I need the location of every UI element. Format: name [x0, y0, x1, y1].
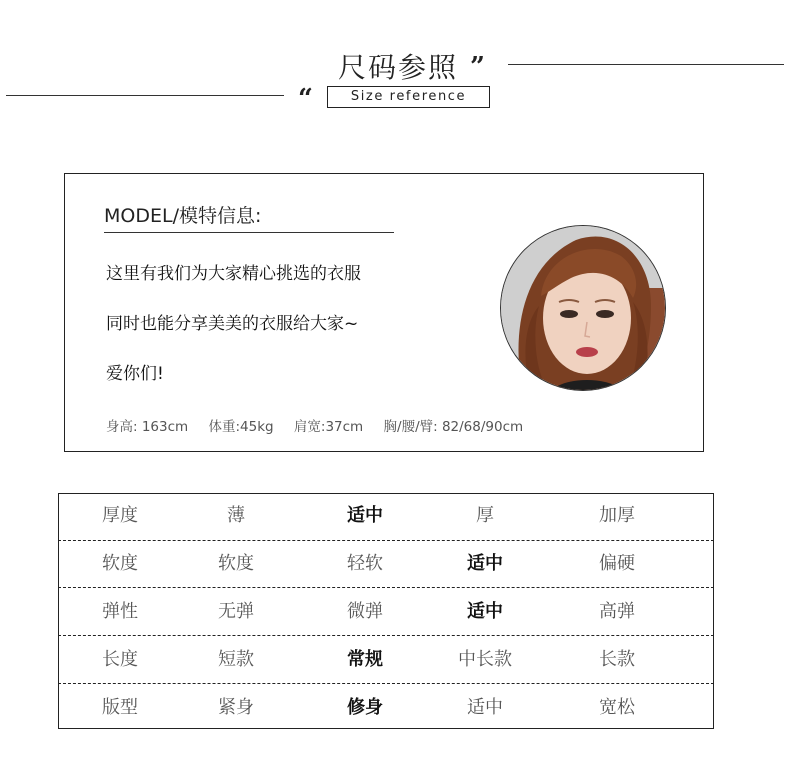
model-line-3: 爱你们!	[106, 364, 164, 384]
table-option: 厚	[476, 505, 494, 526]
table-row-label: 弹性	[102, 601, 138, 622]
row-divider	[58, 587, 714, 588]
model-portrait-icon	[501, 226, 666, 391]
table-option: 轻软	[347, 553, 383, 574]
table-option-selected: 适中	[347, 505, 383, 526]
close-quote-icon: ”	[470, 52, 485, 82]
table-option-selected: 常规	[347, 649, 383, 670]
subtitle-box: Size reference	[327, 86, 490, 108]
row-divider	[58, 683, 714, 684]
table-option: 软度	[218, 553, 254, 574]
model-heading-underline	[104, 232, 394, 233]
table-option: 宽松	[599, 697, 635, 718]
table-option: 适中	[467, 697, 503, 718]
row-divider	[58, 635, 714, 636]
stat-shoulder: 肩宽:37cm	[293, 419, 364, 435]
table-option-selected: 适中	[467, 553, 503, 574]
model-line-1: 这里有我们为大家精心挑选的衣服	[106, 264, 361, 284]
table-option: 短款	[218, 649, 254, 670]
table-option: 加厚	[599, 505, 635, 526]
table-option: 微弹	[347, 601, 383, 622]
model-avatar	[500, 225, 666, 391]
table-option: 无弹	[218, 601, 254, 622]
table-option-selected: 适中	[467, 601, 503, 622]
table-option-selected: 修身	[347, 697, 383, 718]
table-option: 高弹	[599, 601, 635, 622]
header-line-right	[508, 64, 784, 65]
stat-weight: 体重:45kg	[208, 419, 274, 435]
table-option: 偏硬	[599, 553, 635, 574]
model-stats	[106, 415, 539, 435]
table-option: 紧身	[218, 697, 254, 718]
table-row-label: 厚度	[102, 505, 138, 526]
table-row-label: 软度	[102, 553, 138, 574]
page-title: 尺码参照	[338, 51, 459, 84]
header-line-left	[6, 95, 284, 96]
table-row-label: 版型	[102, 697, 138, 718]
model-line-2: 同时也能分享美美的衣服给大家~	[106, 314, 359, 334]
model-heading: MODEL/模特信息:	[104, 205, 262, 227]
stat-height: 身高: 163cm	[106, 419, 189, 435]
table-option: 薄	[227, 505, 245, 526]
row-divider	[58, 540, 714, 541]
open-quote-icon: “	[298, 84, 313, 114]
table-row-label: 长度	[102, 649, 138, 670]
table-option: 中长款	[458, 649, 512, 670]
table-option: 长款	[599, 649, 635, 670]
stat-measurements: 胸/腰/臂: 82/68/90cm	[383, 419, 524, 435]
